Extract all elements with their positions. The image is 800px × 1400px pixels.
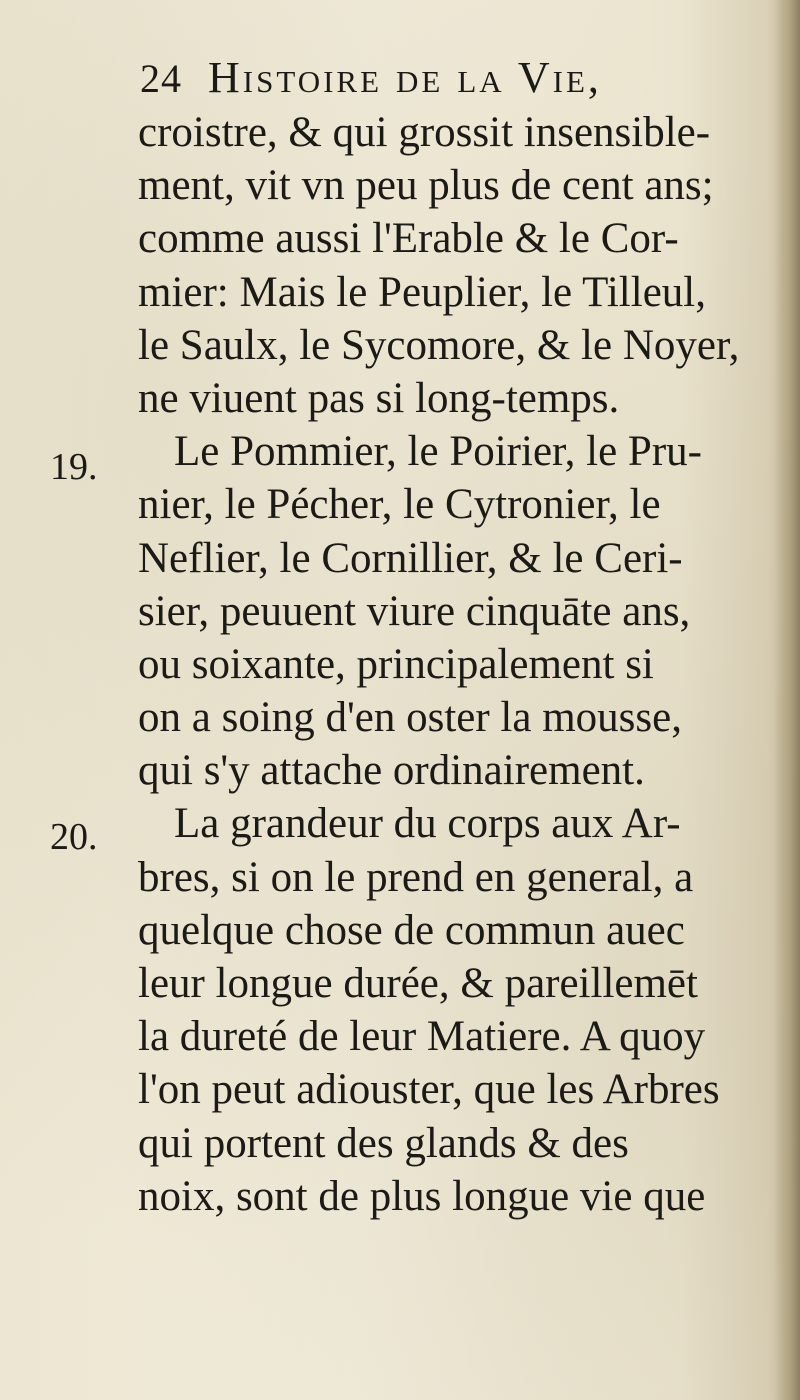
text-line: bres, si on le prend en general, a [138,853,694,901]
text-line: mier: Mais le Peuplier, le Tilleul, [138,268,706,316]
text-line: qui portent des glands & des [138,1119,629,1167]
text-line: le Saulx, le Sycomore, & le Noyer, [138,321,740,369]
text-line: on a soing d'en oster la mousse, [138,694,682,742]
text-line: croistre, & qui grossit insensible- [138,109,711,156]
page-gutter-shadow [774,0,800,1400]
text-line: comme aussi l'Erable & le Cor- [138,215,679,263]
text-line: qui s'y attache ordinairement. [138,747,645,795]
text-line: l'on peut adiouster, que les Arbres [138,1066,720,1114]
text-line: nier, le Pécher, le Cytronier, le [138,481,661,529]
margin-note-19: 19. [50,446,98,488]
text-line: quelque chose de commun auec [138,906,685,954]
text-line: Neflier, le Cornillier, & le Ceri- [138,534,683,582]
running-title: Histoire de la Vie, [208,53,602,102]
body-text [138,106,768,1223]
text-line: ne viuent pas si long-temps. [138,374,620,422]
page-number: 24 [140,56,182,101]
text-line: ou soixante, principalement si [138,640,654,688]
paragraph-start-line: Le Pommier, le Poirier, le Pru- [174,428,702,476]
text-line: noix, sont de plus longue vie que [138,1172,706,1220]
text-line: la dureté de leur Matiere. A quoy [138,1013,706,1061]
text-line: leur longue durée, & pareillemēt [138,960,698,1007]
running-header [140,48,740,108]
margin-note-20: 20. [50,816,98,858]
text-line: ment, vit vn peu plus de cent ans; [138,162,714,210]
text-line: sier, peuuent viure cinquāte ans, [138,587,691,635]
paragraph-start-line: La grandeur du corps aux Ar- [174,800,681,848]
